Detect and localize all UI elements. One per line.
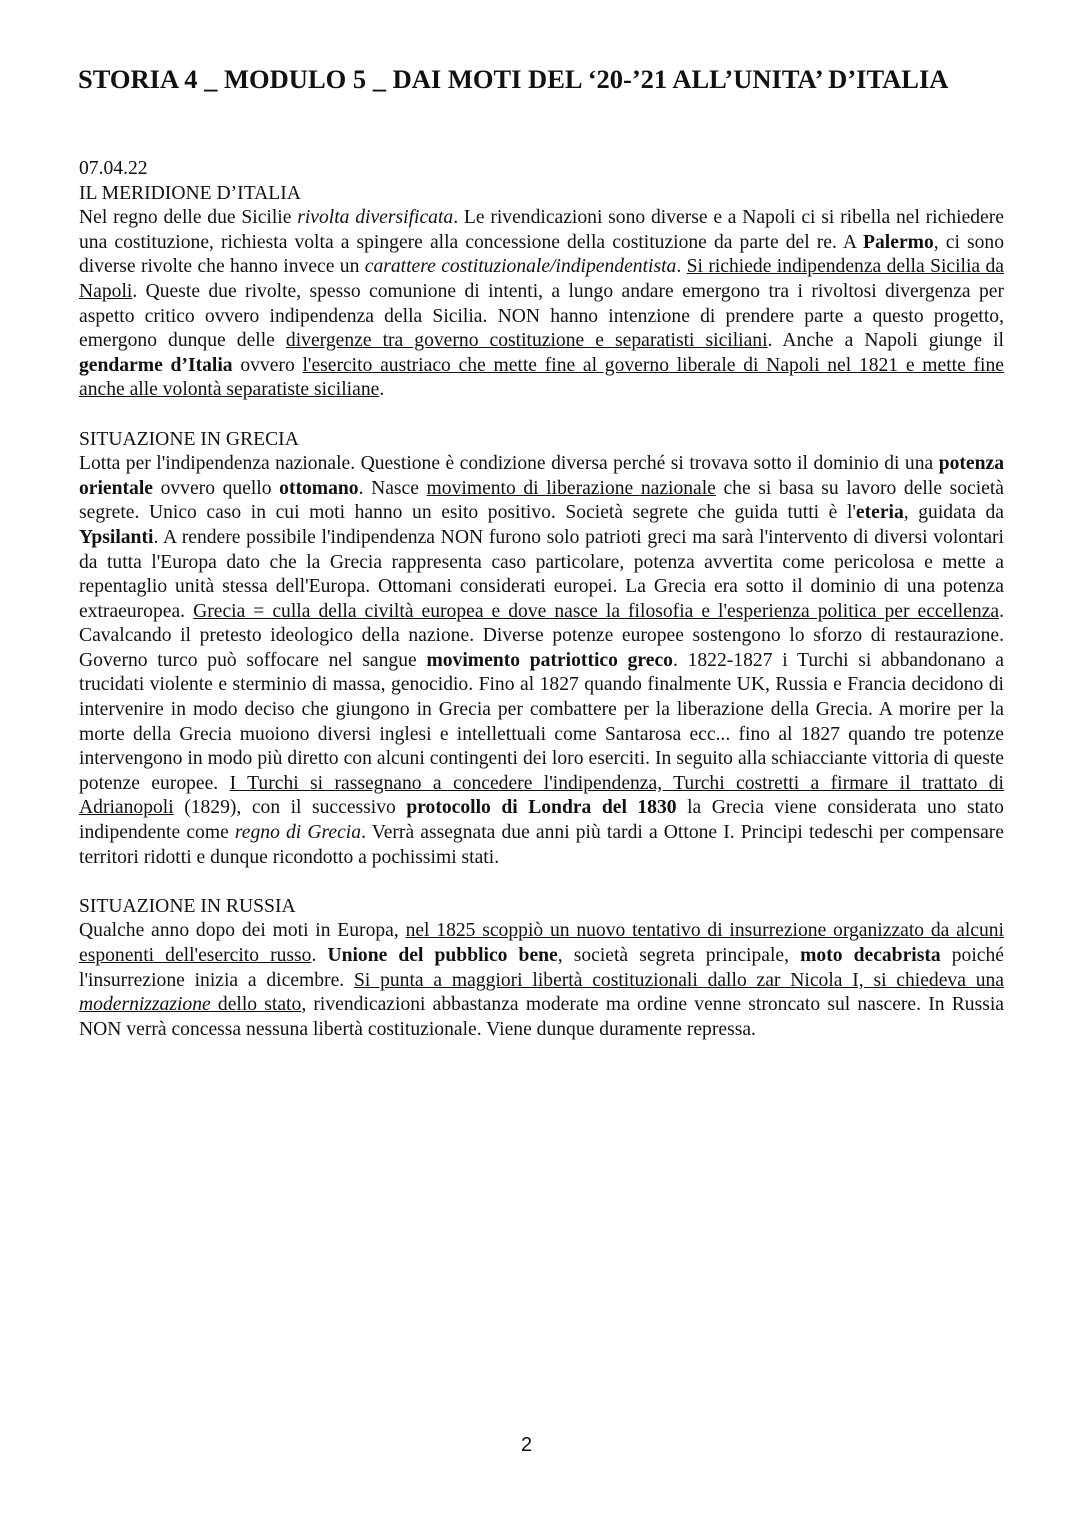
- section-heading: IL MERIDIONE D’ITALIA: [79, 182, 301, 204]
- text-segment: , guidata da: [903, 502, 1004, 524]
- text-segment: .: [311, 945, 328, 966]
- text-segment: Grecia = culla della civiltà europea e dove nasce la filosofia e l'esperienza politica per eccellenza: [193, 600, 1000, 622]
- text-segment: (1829), con il successivo: [173, 797, 407, 819]
- text-segment: . Anche a Napoli giunge il: [767, 330, 1005, 352]
- text-segment: . Cavalcando il pretesto ideologico della nazione. Diverse potenze europee sostengono lo sforzo di restaurazione. Governo turco può soffocare nel sangue: [79, 600, 1004, 671]
- text-segment: modernizzazione: [79, 994, 211, 1016]
- text-segment: moto decabrista: [800, 945, 941, 966]
- text-segment: I Turchi si rassegnano a concedere l'indipendenza, Turchi costretti a firmare il trattato di Adrianopoli: [79, 772, 1004, 819]
- text-segment: la Grecia viene considerata uno stato indipendente come: [79, 797, 1004, 844]
- text-segment: dello stato: [210, 994, 302, 1016]
- text-segment: l'esercito austriaco che mette fine al governo liberale di Napoli nel 1821 e mette fine anche alle volontà separatiste siciliane: [79, 354, 1004, 401]
- section-russia: [79, 895, 1004, 1043]
- text-segment: .: [379, 379, 385, 401]
- text-segment: , ci sono diverse rivolte che hanno invece un: [79, 231, 1004, 278]
- text-segment: poiché l'insurrezione inizia a dicembre.: [79, 945, 1004, 991]
- text-segment: protocollo di Londra del 1830: [406, 797, 677, 819]
- section-meridione: [79, 182, 1004, 403]
- text-segment: .: [676, 256, 687, 278]
- text-segment: Ypsilanti: [79, 526, 154, 548]
- text-segment: . Verrà assegnata due anni più tardi a Ottone I. Principi tedeschi per compensare territori ridotti e dunque ricondotto a pochissimi stati.: [79, 822, 1004, 868]
- text-segment: Palermo: [863, 231, 934, 253]
- text-segment: nel 1825 scoppiò un nuovo tentativo di insurrezione organizzato da alcuni esponenti dell'esercito russo: [79, 920, 1004, 966]
- page-number: 2: [520, 1434, 533, 1456]
- text-segment: . Le rivendicazioni sono diverse e a Napoli ci si ribella nel richiedere una costituzione, richiesta volta a spingere alla concessione della costituzione da parte del re. A: [79, 207, 1004, 253]
- text-segment: che si basa su lavoro delle società segrete. Unico caso in cui moti hanno un esito positivo. Società segrete che guida tutti è l': [79, 477, 1004, 524]
- text-segment: . Queste due rivolte, spesso comunione di intenti, a lungo andare emergono tra i rivoltosi divergenza per aspetto critico ovvero indipendenza della Sicilia. NON hanno intenzione di prendere parte a questo progetto, emergono dunque delle: [79, 280, 1004, 352]
- section-paragraph: [79, 452, 1004, 870]
- text-segment: gendarme d’Italia: [79, 354, 233, 376]
- text-segment: . A rendere possibile l'indipendenza NON furono solo patrioti greci ma sarà l'intervento di diversi volontari da tutta l'Europa dato che la Grecia rappresenta caso particolare, potenza avvertita come pericolosa e mette a repentaglio unità stessa dell'Europa. Ottomani considerati europei. La Grecia era sotto il dominio di una potenza extraeuropea.: [79, 526, 1004, 622]
- lesson-date: 07.04.22: [79, 158, 148, 179]
- text-segment: Nel regno delle due Sicilie: [79, 207, 298, 229]
- text-segment: Si richiede indipendenza della Sicilia da Napoli: [79, 256, 1004, 302]
- section-heading: SITUAZIONE IN RUSSIA: [79, 895, 296, 917]
- section-paragraph: [79, 206, 1004, 403]
- text-segment: divergenze tra governo costituzione e separatisti siciliani: [285, 330, 768, 352]
- section-grecia: [79, 428, 1004, 871]
- text-segment: Si punta a maggiori libertà costituzionali dallo zar Nicola I, si chiedeva una: [353, 969, 1004, 991]
- section-paragraph: [79, 919, 1004, 1042]
- text-segment: ottomano: [279, 477, 359, 499]
- text-segment: rivolta diversificata: [297, 207, 454, 229]
- document-body: [79, 157, 1004, 1067]
- text-segment: . 1822-1827 i Turchi si abbandonano a trucidati violente e sterminio di massa, genocidio. Fino al 1827 quando finalmente UK, Russia e Francia decidono di intervenire in modo deciso che giungono in Grecia per combattere per la liberazione della Grecia. A morire per la morte della Grecia muoiono diversi inglesi e intellettuali come Santarosa ecc... fino al 1827 quando tre potenze intervengono in modo più diretto con alcuni contingenti dei loro eserciti. In seguito alla schiacciante vittoria di queste potenze europee.: [79, 649, 1004, 794]
- text-segment: potenza orientale: [79, 453, 1004, 499]
- text-segment: Qualche anno dopo dei moti in Europa,: [79, 920, 406, 942]
- text-segment: Unione del pubblico bene: [327, 945, 558, 966]
- document-title: STORIA 4 _ MODULO 5 _ DAI MOTI DEL ‘20-’21 ALL’UNITA’ D’ITALIA: [78, 64, 949, 94]
- text-segment: carattere costituzionale/indipendentista: [364, 256, 677, 278]
- text-segment: , società segreta principale,: [557, 945, 801, 966]
- text-segment: movimento di liberazione nazionale: [426, 477, 716, 499]
- text-segment: eteria: [855, 502, 904, 524]
- text-segment: movimento patriottico greco: [426, 649, 673, 671]
- text-segment: , rivendicazioni abbastanza moderate ma ordine venne stroncato sul nascere. In Russia NON verrà concessa nessuna libertà costituzionale. Viene dunque duramente repressa.: [79, 994, 1004, 1040]
- text-segment: . Nasce: [358, 477, 427, 499]
- text-segment: regno di Grecia: [234, 822, 362, 844]
- text-segment: Lotta per l'indipendenza nazionale. Questione è condizione diversa perché si trovava sotto il dominio di una: [79, 453, 939, 475]
- section-heading: SITUAZIONE IN GRECIA: [79, 428, 299, 450]
- text-segment: ovvero: [232, 354, 303, 376]
- text-segment: ovvero quello: [153, 477, 280, 499]
